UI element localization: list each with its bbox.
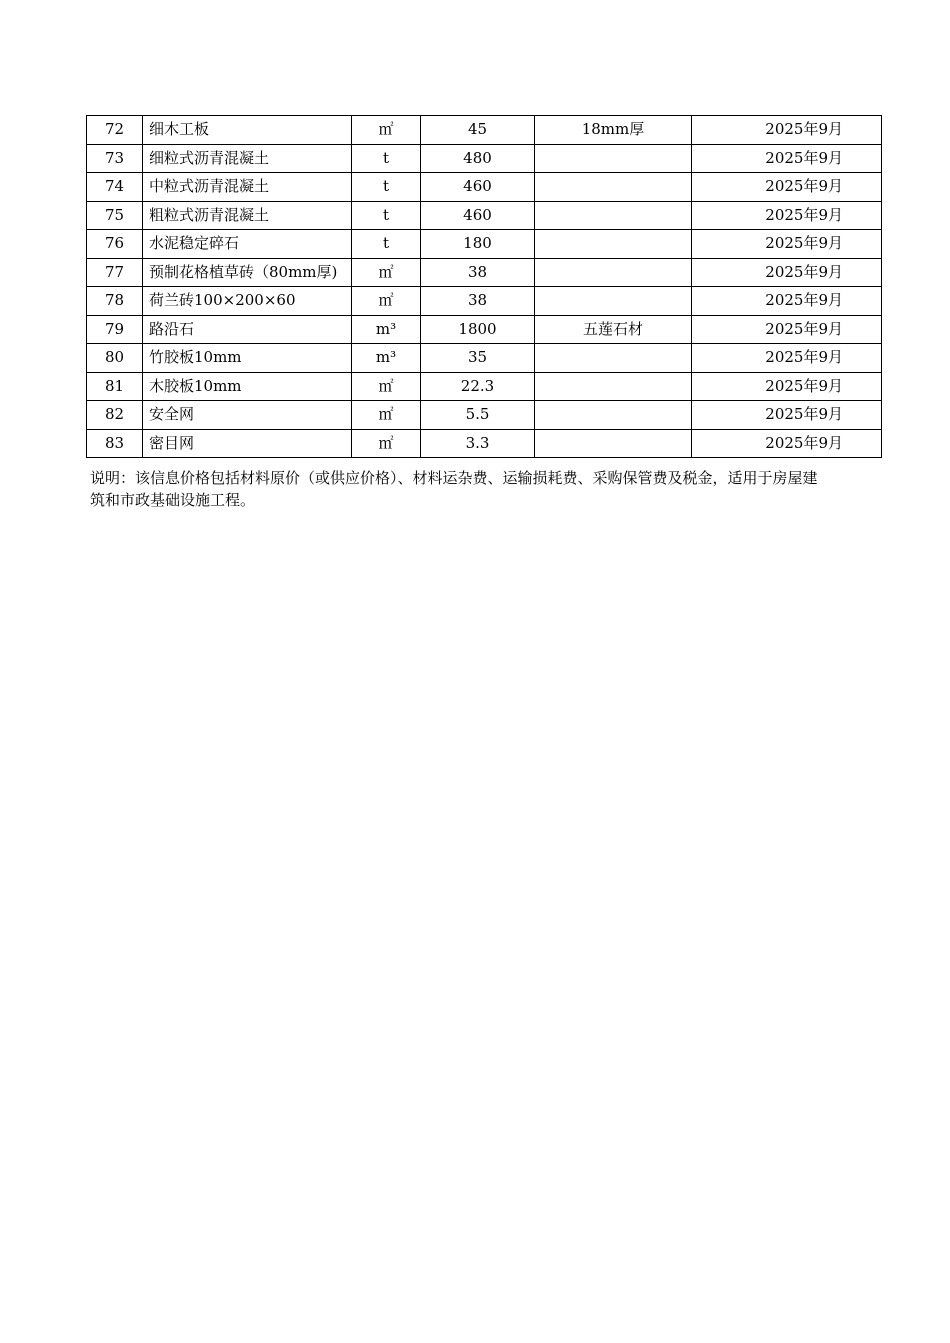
cell-unit: ㎡ <box>352 116 421 145</box>
cell-date: 2025年9月 <box>692 344 882 373</box>
cell-unit: t <box>352 230 421 259</box>
cell-material-name: 安全网 <box>143 401 352 430</box>
cell-date: 2025年9月 <box>692 144 882 173</box>
cell-material-name: 预制花格植草砖（80mm厚) <box>143 258 352 287</box>
cell-material-name: 密目网 <box>143 429 352 458</box>
cell-price: 1800 <box>421 315 535 344</box>
cell-number: 79 <box>87 315 143 344</box>
cell-date: 2025年9月 <box>692 173 882 202</box>
cell-date: 2025年9月 <box>692 401 882 430</box>
cell-price: 38 <box>421 287 535 316</box>
cell-price: 460 <box>421 173 535 202</box>
cell-material-name: 竹胶板10mm <box>143 344 352 373</box>
cell-number: 81 <box>87 372 143 401</box>
cell-date: 2025年9月 <box>692 258 882 287</box>
cell-price: 460 <box>421 201 535 230</box>
cell-remark: 18mm厚 <box>535 116 692 145</box>
table-row <box>87 401 882 430</box>
cell-material-name: 荷兰砖100×200×60 <box>143 287 352 316</box>
cell-unit: ㎡ <box>352 372 421 401</box>
table-row <box>87 201 882 230</box>
cell-number: 75 <box>87 201 143 230</box>
cell-unit: ㎡ <box>352 287 421 316</box>
cell-unit: t <box>352 144 421 173</box>
cell-number: 83 <box>87 429 143 458</box>
table-row <box>87 315 882 344</box>
footnote: 说明：该信息价格包括材料原价（或供应价格）、材料运杂费、运输损耗费、采购保管费及税金，适用于房屋建筑和市政基础设施工程。 <box>90 469 818 509</box>
table-row <box>87 372 882 401</box>
table-row <box>87 344 882 373</box>
cell-unit: ㎡ <box>352 258 421 287</box>
cell-material-name: 中粒式沥青混凝土 <box>143 173 352 202</box>
cell-remark <box>535 287 692 316</box>
cell-date: 2025年9月 <box>692 116 882 145</box>
cell-unit: m³ <box>352 315 421 344</box>
cell-remark <box>535 401 692 430</box>
cell-date: 2025年9月 <box>692 429 882 458</box>
table-row <box>87 173 882 202</box>
cell-remark <box>535 173 692 202</box>
cell-number: 74 <box>87 173 143 202</box>
cell-price: 38 <box>421 258 535 287</box>
cell-price: 5.5 <box>421 401 535 430</box>
cell-material-name: 细木工板 <box>143 116 352 145</box>
cell-date: 2025年9月 <box>692 201 882 230</box>
cell-date: 2025年9月 <box>692 372 882 401</box>
cell-unit: t <box>352 173 421 202</box>
table-row <box>87 230 882 259</box>
table-row <box>87 116 882 145</box>
cell-price: 45 <box>421 116 535 145</box>
cell-number: 73 <box>87 144 143 173</box>
cell-remark <box>535 230 692 259</box>
cell-date: 2025年9月 <box>692 315 882 344</box>
cell-price: 180 <box>421 230 535 259</box>
table-row <box>87 287 882 316</box>
cell-number: 72 <box>87 116 143 145</box>
table-row <box>87 144 882 173</box>
cell-price: 22.3 <box>421 372 535 401</box>
cell-remark <box>535 429 692 458</box>
cell-unit: ㎡ <box>352 429 421 458</box>
cell-remark <box>535 144 692 173</box>
cell-number: 77 <box>87 258 143 287</box>
cell-price: 3.3 <box>421 429 535 458</box>
cell-number: 76 <box>87 230 143 259</box>
cell-remark <box>535 258 692 287</box>
cell-remark <box>535 372 692 401</box>
price-table <box>86 115 882 458</box>
cell-material-name: 路沿石 <box>143 315 352 344</box>
cell-number: 80 <box>87 344 143 373</box>
cell-number: 82 <box>87 401 143 430</box>
cell-material-name: 木胶板10mm <box>143 372 352 401</box>
cell-price: 480 <box>421 144 535 173</box>
cell-remark <box>535 344 692 373</box>
cell-unit: m³ <box>352 344 421 373</box>
table-row <box>87 429 882 458</box>
cell-remark: 五莲石材 <box>535 315 692 344</box>
table-row <box>87 258 882 287</box>
cell-number: 78 <box>87 287 143 316</box>
cell-material-name: 粗粒式沥青混凝土 <box>143 201 352 230</box>
cell-unit: ㎡ <box>352 401 421 430</box>
table-body <box>87 116 882 458</box>
cell-date: 2025年9月 <box>692 230 882 259</box>
cell-unit: t <box>352 201 421 230</box>
cell-remark <box>535 201 692 230</box>
cell-date: 2025年9月 <box>692 287 882 316</box>
cell-material-name: 水泥稳定碎石 <box>143 230 352 259</box>
cell-material-name: 细粒式沥青混凝土 <box>143 144 352 173</box>
cell-price: 35 <box>421 344 535 373</box>
